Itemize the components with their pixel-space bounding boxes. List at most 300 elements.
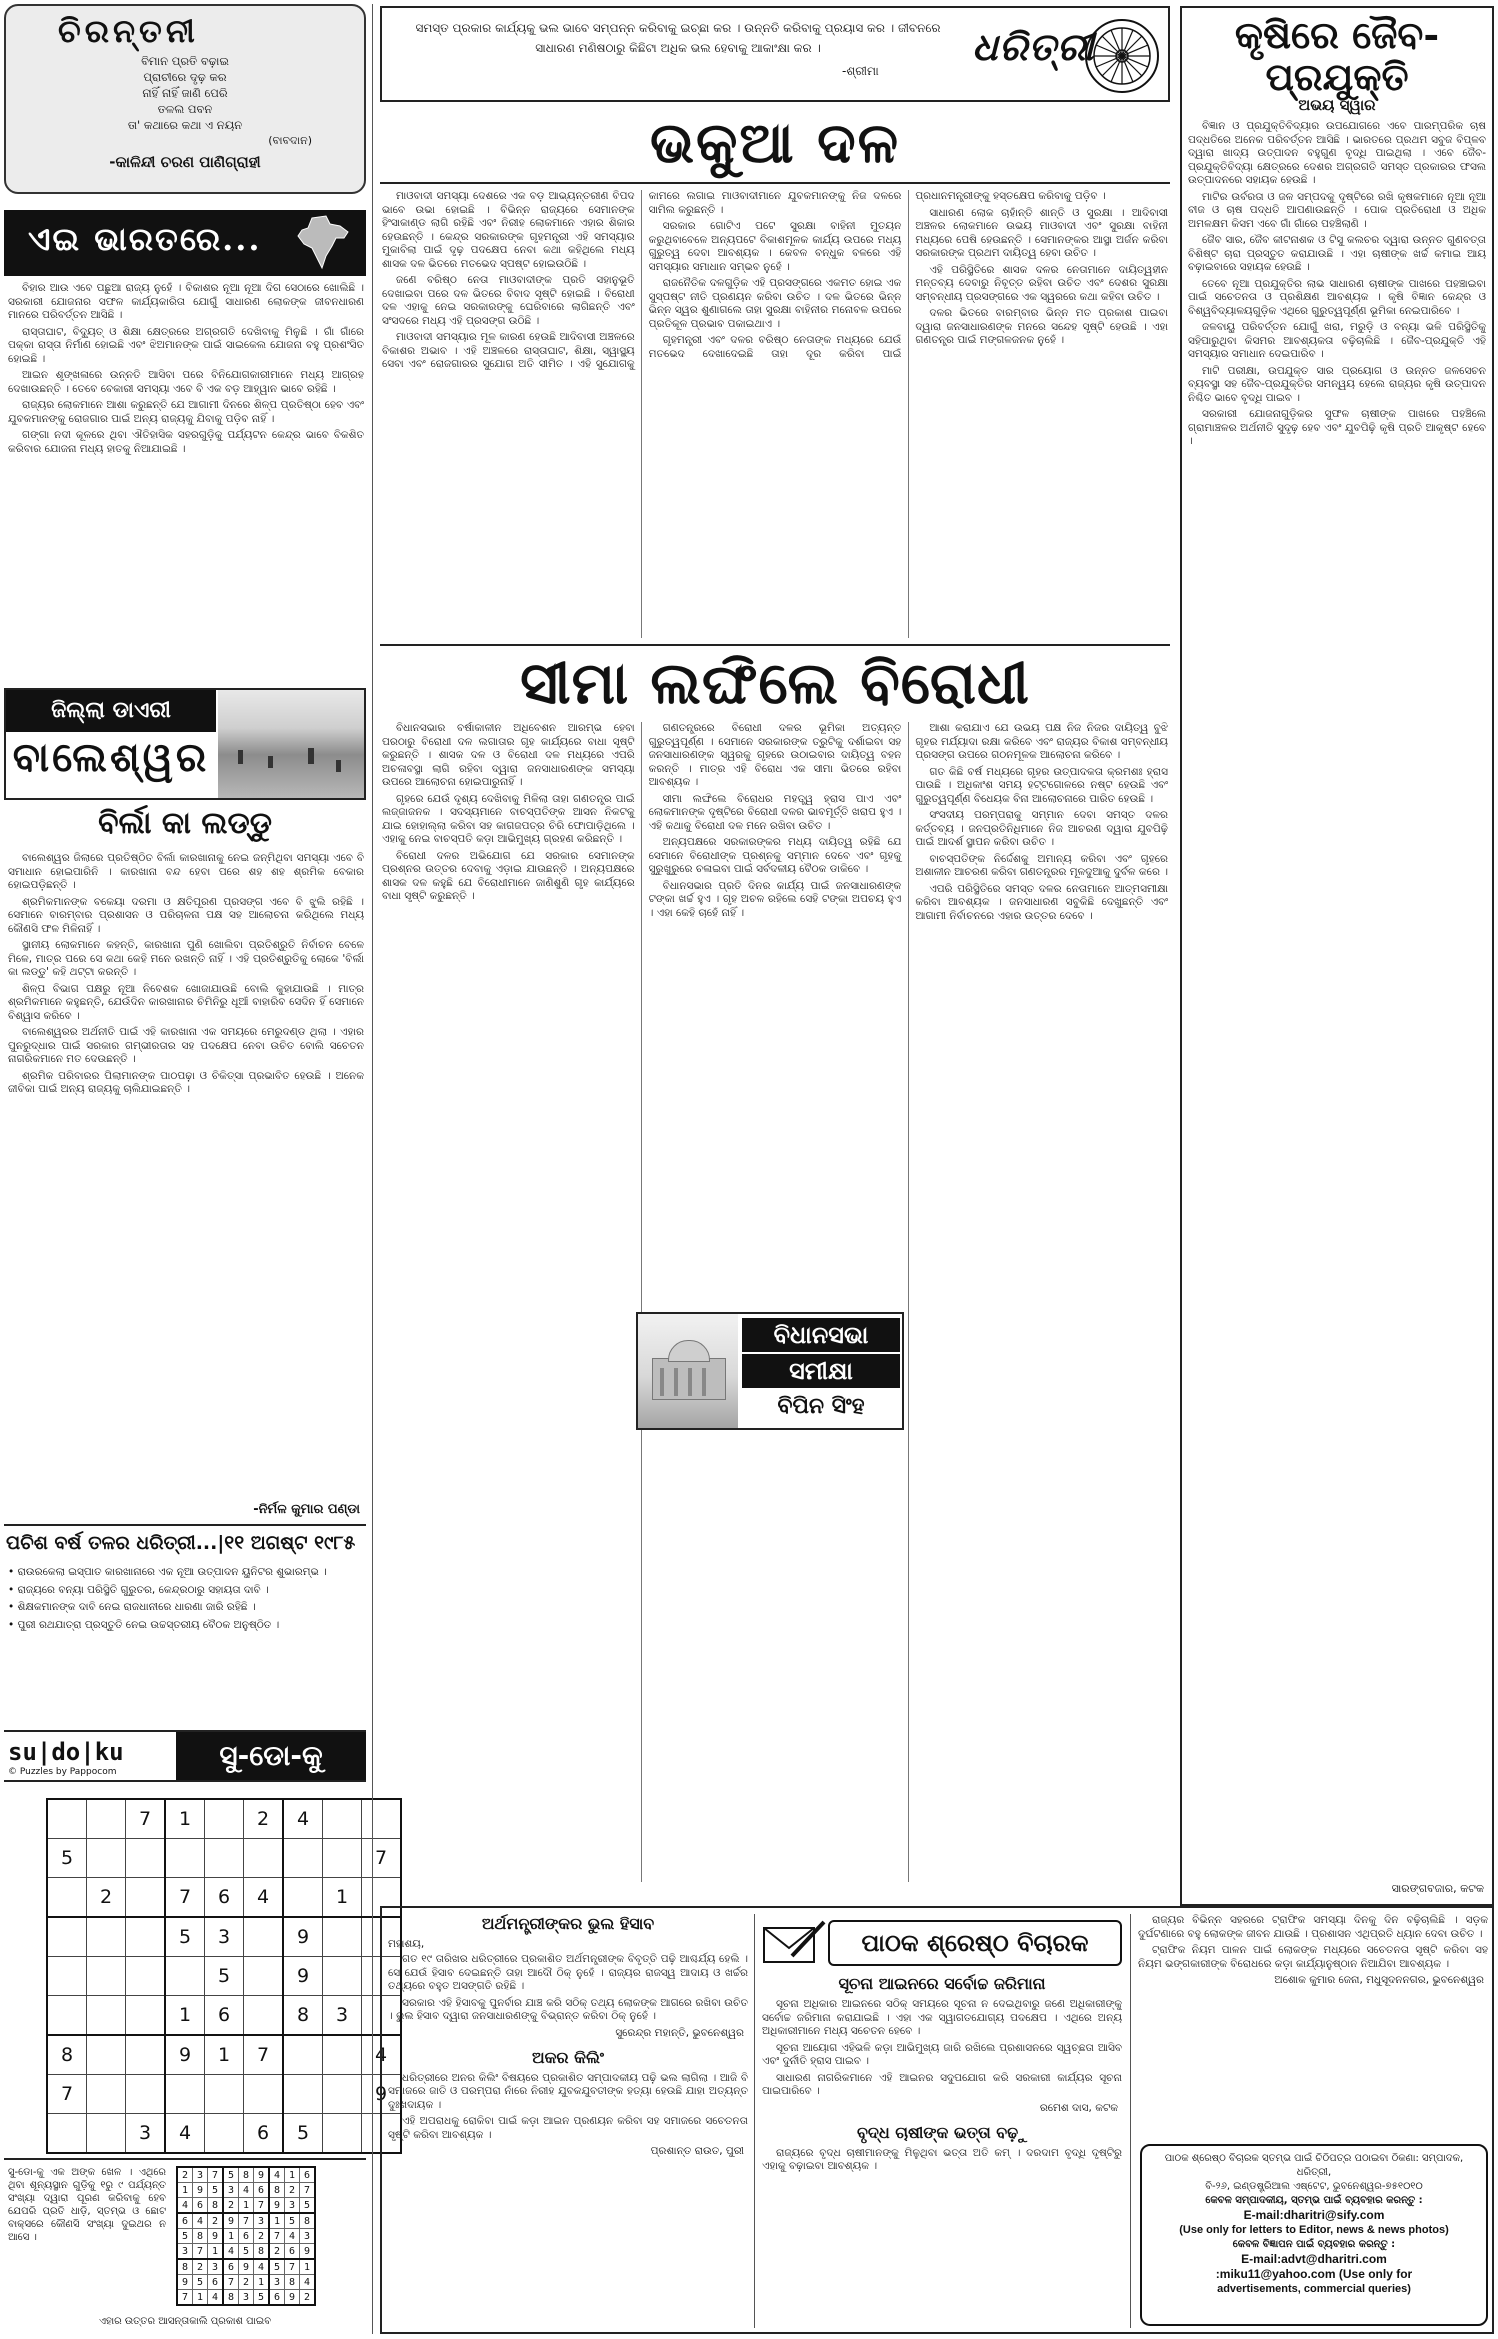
paragraph: ତେବେ ନୂଆ ପ୍ରଯୁକ୍ତିର ଲାଭ ସାଧାରଣ ଚାଷୀଙ୍କ ପାଖରେ ପହଞ୍ଚାଇବା ପାଇଁ ସଚେତନତା ଓ ପ୍ରଶିକ୍ଷଣ ଆବଶ୍ୟକ । କୃଷି ବିଜ୍ଞାନ କେନ୍ଦ୍ର ଓ ବିଶ୍ୱବିଦ୍ୟାଳୟଗୁଡ଼ିକ ଏଥିରେ ଗୁରୁତ୍ୱପୂର୍ଣ୍ଣ ଭୂମିକା ନେଇପାରିବେ । xyxy=(1188,277,1486,317)
pachisha-item: • ଶିକ୍ଷକମାନଙ୍କ ଦାବି ନେଇ ରାଜଧାନୀରେ ଧାରଣା ଜାରି ରହିଛି । xyxy=(8,1601,256,1613)
chakra-logo-icon xyxy=(1082,16,1162,96)
paragraph: ମାଓବାଦୀ ସମସ୍ୟା ଦେଶରେ ଏକ ବଡ଼ ଆଭ୍ୟନ୍ତରୀଣ ବିପଦ ଭାବେ ଉଭା ହୋଇଛି । ବିଭିନ୍ନ ରାଜ୍ୟରେ ସେମାନଙ୍କ ହିଂସାକାଣ୍ଡ ଲାଗି ରହିଛି ଏବଂ ନିରୀହ ଲୋକମାନେ ଏହାର ଶିକାର ହେଉଛନ୍ତି । କେନ୍ଦ୍ର ସରକାରଙ୍କ ଗୃହମନ୍ତ୍ରୀ ଏହି ସମସ୍ୟାର ମୁକାବିଲା ପାଇଁ ଦୃଢ଼ ପଦକ୍ଷେପ ନେବା କଥା କହିଥିଲେ ମଧ୍ୟ ଶାସକ ଦଳ ଭିତରେ ମତଭେଦ ସ୍ପଷ୍ଟ ହୋଇଉଠିଛି । xyxy=(382,190,635,270)
paragraph: ଆଶା କରାଯାଏ ଯେ ଉଭୟ ପକ୍ଷ ନିଜ ନିଜର ଦାୟିତ୍ୱ ବୁଝି ଗୃହର ମର୍ଯ୍ୟାଦା ରକ୍ଷା କରିବେ ଏବଂ ରାଜ୍ୟର ବିକାଶ ସମ୍ବନ୍ଧୀୟ ପ୍ରସଙ୍ଗ ଉପରେ ଗଠନମୂଳକ ଆଲୋଚନା କରିବେ । xyxy=(915,722,1168,761)
sudoku-row xyxy=(47,1917,401,1957)
sudoku-cell[interactable]: 7 xyxy=(244,2035,284,2075)
sudoku-cell[interactable] xyxy=(126,2035,166,2075)
solution-cell: 4 xyxy=(177,2198,193,2214)
solution-cell: 5 xyxy=(208,2183,224,2198)
sudoku-cell[interactable] xyxy=(47,1957,87,1996)
letter-title: ବୃଦ୍ଧ ଚାଷୀଙ୍କ ଭତ୍ତା ବଢ଼ୁ xyxy=(856,2122,1028,2142)
sudoku-cell[interactable]: 8 xyxy=(47,2035,87,2075)
sudoku-cell[interactable]: 6 xyxy=(244,2114,284,2154)
letter-title: ଅର୍ଥମନ୍ତ୍ରୀଙ୍କର ଭୁଲ ହିସାବ xyxy=(481,1914,655,1933)
paragraph: ଗୃହରେ ଯେଉଁ ଦୃଶ୍ୟ ଦେଖିବାକୁ ମିଳିଲା ତାହା ଗଣତନ୍ତ୍ର ପାଇଁ ଲଜ୍ଜାଜନକ । ସଦସ୍ୟମାନେ ବାଚସ୍ପତିଙ୍କ ଆସନ ନିକଟକୁ ଯାଇ ହୋହାଲ୍ଲା କରିବା ସହ କାଗଜପତ୍ର ଚିରି ଫୋପାଡ଼ିଥିଲେ । ଏହାକୁ ନେଇ ବାଚସ୍ପତି କଡ଼ା ଆଭିମୁଖ୍ୟ ଗ୍ରହଣ କରିଛନ୍ତି । xyxy=(382,792,635,845)
solution-cell: 2 xyxy=(254,2229,270,2244)
paragraph: ବାଲେଶ୍ୱର ଜିଲାରେ ପ୍ରତିଷ୍ଠିତ ବିର୍ଲା କାରଖାନାକୁ ନେଇ ଜନ୍ମିଥିବା ସମସ୍ୟା ଏବେ ବି ସମାଧାନ ହୋଇପାରିନି । କାରଖାନା ବନ୍ଦ ହେବା ପରେ ଶହ ଶହ ଶ୍ରମିକ ବେକାର ହୋଇପଡ଼ିଛନ୍ତି । xyxy=(8,852,364,891)
sudoku-cell[interactable]: 1 xyxy=(205,2035,244,2075)
contact-note: advertisements, commercial queries) xyxy=(1217,2283,1411,2295)
pachisha-item: • ପୁରୀ ରଥଯାତ୍ରା ପ୍ରସ୍ତୁତି ନେଇ ଉଚ୍ଚସ୍ତରୀୟ ବୈଠକ ଅନୁଷ୍ଠିତ । xyxy=(8,1618,280,1631)
sudoku-cell[interactable] xyxy=(87,2075,126,2114)
sudoku-cell[interactable] xyxy=(87,1917,126,1957)
beach-photo xyxy=(218,690,364,798)
letter-signature: ସୁରେନ୍ଦ୍ର ମହାନ୍ତି, ଭୁବନେଶ୍ୱର xyxy=(615,2026,744,2039)
sudoku-cell[interactable] xyxy=(126,1996,166,2036)
paragraph: ମାଓବାଦୀ ସମସ୍ୟାର ମୂଳ କାରଣ ହେଉଛି ଆଦିବାସୀ ଅଞ୍ଚଳରେ ବିକାଶର ଅଭାବ । ଏହି ଅଞ୍ଚଳରେ ରାସ୍ତାଘାଟ, ଶିକ୍ଷା, ସ୍ୱାସ୍ଥ୍ୟ ସେବା ଏବଂ ରୋଜଗାରର ସୁଯୋଗ ଅତି ସୀମିତ । ଏହି ସୁଯୋଗକୁ କାମରେ ଲଗାଇ ମାଓବାଦୀମାନେ ଯୁବକମାନଙ୍କୁ ନିଜ ଦଳରେ ସାମିଲ କରୁଛନ୍ତି । xyxy=(382,190,902,370)
solution-row xyxy=(177,2213,315,2229)
solution-cell: 4 xyxy=(269,2167,285,2183)
solution-row xyxy=(177,2259,315,2275)
sudoku-cell[interactable] xyxy=(323,2075,362,2114)
paragraph: ସରକାର ଗୋଟିଏ ପଟେ ସୁରକ୍ଷା ବାହିନୀ ମୁତୟନ କରୁଥିବାବେଳେ ଅନ୍ୟପଟେ ବିକାଶମୂଳକ କାର୍ଯ୍ୟ ଉପରେ ମଧ୍ୟ ଗୁରୁତ୍ୱ ଦେବା ଆବଶ୍ୟକ । କେବଳ ବନ୍ଧୁକ ବଳରେ ଏହି ସମସ୍ୟାର ସମାଧାନ ସମ୍ଭବ ନୁହେଁ । xyxy=(648,220,902,273)
sudoku-cell[interactable]: 7 xyxy=(47,2075,87,2114)
sudoku-cell[interactable]: 4 xyxy=(362,2035,402,2075)
sudoku-cell[interactable]: 6 xyxy=(205,1878,244,1918)
solution-cell: 5 xyxy=(223,2167,239,2183)
advt-email-link[interactable]: E-mail:advt@dharitri.com xyxy=(1241,2252,1387,2266)
chirantani-source: (ବାବଦାନ) xyxy=(268,134,312,147)
letter-signature: ରମେଶ ଦାସ, କଟକ xyxy=(1039,2101,1118,2114)
paragraph: ଅନ୍ୟପକ୍ଷରେ ସରକାରଙ୍କର ମଧ୍ୟ ଦାୟିତ୍ୱ ରହିଛି ଯେ ସେମାନେ ବିରୋଧୀଙ୍କ ପ୍ରଶ୍ନକୁ ସମ୍ମାନ ଦେବେ ଏବଂ ଗୃହକୁ ସୁରୁଖୁରୁରେ ଚଳାଇବା ପାଇଁ ସର୍ବଦଳୀୟ ବୈଠକ ଡାକିବେ । xyxy=(648,836,902,875)
chirantani-box xyxy=(4,4,366,194)
solution-cell: 2 xyxy=(285,2183,300,2198)
advt-email-link-2[interactable]: :miku11@yahoo.com (Use only for xyxy=(1215,2267,1413,2281)
paragraph: ଶିଳ୍ପ ବିଭାଗ ପକ୍ଷରୁ ନୂଆ ନିବେଶକ ଖୋଜାଯାଉଛି ବୋଲି କୁହାଯାଉଛି । ମାତ୍ର ଶ୍ରମିକମାନେ କହୁଛନ୍ତି, ଯେଉଁଦିନ କାରଖାନାର ଚିମିନିରୁ ଧୂଆଁ ବାହାରିବ ସେଦିନ ହିଁ ସେମାନେ ବିଶ୍ୱାସ କରିବେ । xyxy=(8,982,364,1022)
solution-cell: 9 xyxy=(239,2259,254,2275)
sudoku-cell[interactable] xyxy=(87,1957,126,1996)
sudoku-cell[interactable] xyxy=(323,2035,362,2075)
masthead-logo: ଧରିତ୍ରୀ xyxy=(972,24,1095,69)
sudoku-cell[interactable]: 1 xyxy=(323,1878,362,1918)
sudoku-cell[interactable]: 9 xyxy=(165,2035,205,2075)
chirantani-line: ବିମାନ ପ୍ରତି ବଢ଼ାଇ xyxy=(141,54,229,68)
paragraph: ରାସ୍ତାଘାଟ, ବିଦ୍ୟୁତ୍ ଓ ଶିକ୍ଷା କ୍ଷେତ୍ରରେ ଅଗ୍ରଗତି ଦେଖିବାକୁ ମିଳୁଛି । ଗାଁ ଗାଁରେ ପକ୍କା ରାସ୍ତା ନିର୍ମାଣ ହୋଇଛି ଏବଂ ଝିଅମାନଙ୍କ ପାଇଁ ସାଇକେଲ ଯୋଜନା ବହୁ ପ୍ରଶଂସିତ ହୋଇଛି । xyxy=(8,325,364,365)
pachisha-item: • ରାଉରକେଲା ଇସ୍ପାତ କାରଖାନାରେ ଏକ ନୂଆ ଉତ୍ପାଦନ ୟୁନିଟର ଶୁଭାରମ୍ଭ । xyxy=(8,1566,327,1578)
sudoku-cell[interactable]: 1 xyxy=(165,1996,205,2036)
paragraph: ମାଟି ପରୀକ୍ଷା, ଉପଯୁକ୍ତ ସାର ପ୍ରୟୋଗ ଓ ଉନ୍ନତ ଜଳସେଚନ ବ୍ୟବସ୍ଥା ସହ ଜୈବ-ପ୍ରଯୁକ୍ତିର ସମନ୍ୱୟ ହେଲେ ରାଜ୍ୟର କୃଷି ଉତ୍ପାଦନ ନିଶ୍ଚିତ ଭାବେ ବୃଦ୍ଧି ପାଇବ । xyxy=(1188,364,1486,404)
sudoku-cell[interactable]: 9 xyxy=(362,2075,402,2114)
sudoku-cell[interactable] xyxy=(87,1799,126,1839)
sudoku-cell[interactable] xyxy=(283,2035,323,2075)
solution-cell: 5 xyxy=(239,2244,254,2260)
sudoku-cell[interactable]: 5 xyxy=(47,1839,87,1878)
paragraph: ସରକାର ଏହି ହିସାବକୁ ପୁନର୍ବାର ଯାଞ୍ଚ କରି ସଠିକ୍ ତଥ୍ୟ ଲୋକଙ୍କ ଆଗରେ ରଖିବା ଉଚିତ । ଭୁଲ ହିସାବ ଦ୍ୱାରା ଜନସାଧାରଣଙ୍କୁ ବିଭ୍ରାନ୍ତ କରିବା ଠିକ୍ ନୁହେଁ । xyxy=(388,1996,748,2022)
solution-cell: 3 xyxy=(239,2290,254,2306)
solution-cell: 9 xyxy=(193,2183,208,2198)
sudoku-cell[interactable]: 4 xyxy=(283,1799,323,1839)
paragraph: ସାଧାରଣ ଲୋକ ଚାହାଁନ୍ତି ଶାନ୍ତି ଓ ସୁରକ୍ଷା । ଆଦିବାସୀ ଅଞ୍ଚଳର ଲୋକମାନେ ଉଭୟ ମାଓବାଦୀ ଏବଂ ସୁରକ୍ଷା ବାହିନୀ ମଧ୍ୟରେ ପେଷି ହେଉଛନ୍ତି । ସେମାନଙ୍କର ଆସ୍ଥା ଅର୍ଜନ କରିବା ସରକାରଙ୍କ ପ୍ରଥମ ଦାୟିତ୍ୱ ହେବା ଉଚିତ । xyxy=(915,206,1168,259)
paragraph: ବିଜ୍ଞାନ ଓ ପ୍ରଯୁକ୍ତିବିଦ୍ୟାର ଉପଯୋଗରେ ଏବେ ପାରମ୍ପରିକ ଚାଷ ପଦ୍ଧତିରେ ଅନେକ ପରିବର୍ତ୍ତନ ଆସିଛି । ଭାରତରେ ପ୍ରଥମ ସବୁଜ ବିପ୍ଳବ ଦ୍ୱାରା ଖାଦ୍ୟ ଉତ୍ପାଦନ ବହୁଗୁଣ ବୃଦ୍ଧି ପାଇଥିଲା । ଏବେ ଜୈବ-ପ୍ରଯୁକ୍ତିବିଦ୍ୟା କ୍ଷେତ୍ରରେ ଦେଶର ଅଗ୍ରଗତି ସମସ୍ତ ପ୍ରକାରର ଫସଲ ଉତ୍ପାଦନରେ ସହାୟକ ହେଉଛି । xyxy=(1188,120,1486,186)
solution-cell: 8 xyxy=(223,2290,239,2306)
solution-cell: 7 xyxy=(239,2213,254,2229)
solution-cell: 4 xyxy=(285,2229,300,2244)
solution-cell: 9 xyxy=(223,2213,239,2229)
bhakua-body xyxy=(382,190,1168,638)
solution-cell: 2 xyxy=(223,2198,239,2214)
chirantani-author: -କାଳିନ୍ଦୀ ଚରଣ ପାଣିଗ୍ରାହୀ xyxy=(109,153,261,171)
sudoku-cell[interactable] xyxy=(165,1957,205,1996)
solution-row xyxy=(177,2244,315,2260)
paragraph: ସୂଚନା ଆୟୋଗ ଏହିଭଳି କଡ଼ା ଆଭିମୁଖ୍ୟ ଜାରି ରଖିଲେ ପ୍ରଶାସନରେ ସ୍ୱଚ୍ଛତା ଆସିବ ଏବଂ ଦୁର୍ନୀତି ହ୍ରାସ ପାଇବ । xyxy=(762,2041,1122,2067)
solution-cell: 6 xyxy=(239,2229,254,2244)
solution-cell: 2 xyxy=(177,2167,193,2183)
sudoku-cell[interactable] xyxy=(323,1917,362,1957)
sudoku-cell[interactable]: 7 xyxy=(165,1878,205,1918)
solution-cell: 4 xyxy=(208,2290,224,2306)
ei-bharatare-body xyxy=(8,282,364,674)
krushi-signature: ସାରଙ୍ଗବଜାର, କଟକ xyxy=(1391,1882,1484,1895)
zilla-diary-box xyxy=(4,688,366,800)
sudoku-row xyxy=(47,1996,401,2036)
krushi-body xyxy=(1188,120,1486,1860)
sudoku-cell[interactable] xyxy=(244,1839,284,1878)
solution-cell: 8 xyxy=(239,2167,254,2183)
sudoku-credit: © Puzzles by Pappocom xyxy=(8,1767,117,1777)
letter-salutation: ମହାଶୟ, xyxy=(388,1938,425,1950)
sudoku-cell[interactable] xyxy=(244,1996,284,2036)
sudoku-cell[interactable]: 7 xyxy=(362,1839,402,1878)
sudoku-cell[interactable]: 2 xyxy=(87,1878,126,1918)
sudoku-cell[interactable] xyxy=(323,1799,362,1839)
sudoku-cell[interactable] xyxy=(47,1799,87,1839)
solution-row xyxy=(177,2183,315,2198)
paragraph: ଏପରି ପରିସ୍ଥିତିରେ ସମସ୍ତ ଦଳର ନେତାମାନେ ଆତ୍ମସମୀକ୍ଷା କରିବା ଆବଶ୍ୟକ । ଜନସାଧାରଣ ସବୁକିଛି ଦେଖୁଛନ୍ତି ଏବଂ ଆଗାମୀ ନିର୍ବାଚନରେ ଏହାର ଉତ୍ତର ଦେବେ । xyxy=(915,882,1168,922)
krushi-title: କୃଷିରେ ଜୈବ-ପ୍ରଯୁକ୍ତି xyxy=(1234,12,1440,99)
solution-cell: 8 xyxy=(208,2198,224,2214)
letter-signature: ପ୍ରଶାନ୍ତ ରାଉତ, ପୁରୀ xyxy=(650,2145,744,2157)
solution-row xyxy=(177,2275,315,2290)
solution-cell: 7 xyxy=(285,2259,300,2275)
solution-cell: 2 xyxy=(193,2259,208,2275)
seema-title: ସୀମା ଲଙ୍ଘିଲେ ବିରୋଧୀ xyxy=(520,649,1030,717)
chirantani-title: ଚିରନ୍ତନୀ xyxy=(58,12,199,50)
contact-note: (Use only for letters to Editor, news & news photos) xyxy=(1179,2224,1449,2236)
sudoku-cell[interactable]: 1 xyxy=(165,1799,205,1839)
assembly-building-photo xyxy=(638,1314,738,1428)
solution-cell: 3 xyxy=(223,2183,239,2198)
sudoku-cell[interactable]: 8 xyxy=(283,1996,323,2036)
solution-cell: 9 xyxy=(269,2198,285,2214)
chirantani-line: ତା' କଥାରେ କଥା ଏ ନୟନ xyxy=(127,118,243,132)
krushi-column xyxy=(1180,6,1494,1906)
letter-title: ଅକର କିଲିଂ xyxy=(531,2047,604,2067)
sudoku-cell[interactable]: 3 xyxy=(126,2114,166,2154)
paragraph: ଜଣେ ବରିଷ୍ଠ ନେତା ମାଓବାଦୀଙ୍କ ପ୍ରତି ସହାନୁଭୂତି ଦେଖାଇବା ପରେ ଦଳ ଭିତରେ ବିବାଦ ସୃଷ୍ଟି ହୋଇଛି । ବିରୋଧୀ ଦଳ ଏହାକୁ ନେଇ ସରକାରଙ୍କୁ ଘେରିବାରେ ଲାଗିଛନ୍ତି ଏବଂ ସଂସଦରେ ମଧ୍ୟ ଏହି ପ୍ରସଙ୍ଗ ଉଠିଛି । xyxy=(382,274,635,327)
solution-cell: 3 xyxy=(300,2229,316,2244)
solution-cell: 6 xyxy=(300,2167,316,2183)
solution-cell: 7 xyxy=(300,2183,316,2198)
solution-cell: 5 xyxy=(285,2213,300,2229)
solution-row xyxy=(177,2167,315,2183)
solution-cell: 8 xyxy=(177,2259,193,2275)
solution-cell: 1 xyxy=(269,2213,285,2229)
paragraph: ଶ୍ରମିକମାନଙ୍କ ବକେୟା ଦରମା ଓ କ୍ଷତିପୂରଣ ପ୍ରସଙ୍ଗ ଏବେ ବି ଝୁଲି ରହିଛି । ସେମାନେ ବାରମ୍ବାର ପ୍ରଶାସନ ଓ ପରିଚାଳନା ପକ୍ଷ ସହ ଆଲୋଚନା କରିଥିଲେ ମଧ୍ୟ କୌଣସି ଫଳ ମିଳିନାହିଁ । xyxy=(8,895,364,935)
sudoku-cell[interactable] xyxy=(126,1839,166,1878)
pachisha-list xyxy=(8,1566,364,1716)
solution-row xyxy=(177,2229,315,2244)
krushi-byline: ଅଭୟ ସ୍ୱାର xyxy=(1298,96,1376,114)
solution-cell: 8 xyxy=(300,2213,316,2229)
contact-line: କେବଳ ବିଜ୍ଞାପନ ପାଇଁ ବ୍ୟବହାର କରନ୍ତୁ : xyxy=(1232,2239,1396,2250)
solution-row xyxy=(177,2198,315,2214)
sudoku-cell[interactable] xyxy=(165,2075,205,2114)
solution-cell: 2 xyxy=(269,2244,285,2260)
sudoku-cell[interactable] xyxy=(126,2075,166,2114)
solution-cell: 4 xyxy=(223,2244,239,2260)
paragraph: ବିଧାନସଭାର ବର୍ଷାକାଳୀନ ଅଧିବେଶନ ଆରମ୍ଭ ହେବା ପରଠାରୁ ବିରୋଧୀ ଦଳ ଲଗାତାର ଗୃହ କାର୍ଯ୍ୟରେ ବାଧା ସୃଷ୍ଟି କରୁଛନ୍ତି । ଶାସକ ଦଳ ଓ ବିରୋଧୀ ଦଳ ମଧ୍ୟରେ ଏପରି ଅଚଳାବସ୍ଥା ଲାଗି ରହିବା ଦ୍ୱାରା ଜନସାଧାରଣଙ୍କ ସମସ୍ୟା ଉପରେ ଆଲୋଚନା ହୋଇପାରୁନାହିଁ । xyxy=(382,722,635,788)
solution-cell: 4 xyxy=(254,2259,270,2275)
sudoku-cell[interactable] xyxy=(283,1839,323,1878)
sudoku-cell[interactable]: 4 xyxy=(165,2114,205,2154)
ei-bharatare-header xyxy=(4,210,366,276)
paragraph: ଧରିତ୍ରୀରେ ଅନର କିଲିଂ ବିଷୟରେ ପ୍ରକାଶିତ ସମ୍ପାଦକୀୟ ପଢ଼ି ଭଲ ଲାଗିଲା । ଆଜି ବି ସମାଜରେ ଜାତି ଓ ପରମ୍ପରା ନାଁରେ ନିରୀହ ଯୁବକଯୁବତୀଙ୍କ ହତ୍ୟା ହେଉଛି ଯାହା ଅତ୍ୟନ୍ତ ଦୁଃଖଦାୟକ । xyxy=(388,2071,748,2111)
pathaka-title: ପାଠକ ଶ୍ରେଷ୍ଠ ବିଚାରକ xyxy=(828,1920,1122,1966)
paragraph: ଆଇନ ଶୃଙ୍ଖଳାରେ ଉନ୍ନତି ଆସିବା ପରେ ବିନିଯୋଗକାରୀମାନେ ମଧ୍ୟ ଆଗ୍ରହ ଦେଖାଉଛନ୍ତି । ତେବେ ବେକାରୀ ସମସ୍ୟା ଏବେ ବି ଏକ ବଡ଼ ଆହ୍ୱାନ ଭାବେ ରହିଛି । xyxy=(8,369,364,395)
contact-box xyxy=(1140,2144,1488,2326)
sudoku-cell[interactable] xyxy=(205,2075,244,2114)
sudoku-title: ସୁ-ଡୋ-କୁ xyxy=(176,1732,366,1780)
zilla-diary-label: ଜିଲ୍ଲା ଡାଏରୀ xyxy=(6,690,216,732)
chirantani-line: ପ୍ରାଚୀରେ ଦୃଢ଼ କର xyxy=(143,70,227,84)
contact-line: ପାଠକ ଶ୍ରେଷ୍ଠ ବିଚାରକ ସ୍ତମ୍ଭ ପାଇଁ ଚିଠିପତ୍ର ପଠାଇବା ଠିକଣା: ସମ୍ପାଦକ, ଧରିତ୍ରୀ, xyxy=(1164,2153,1464,2178)
solution-cell: 9 xyxy=(254,2167,270,2183)
solution-cell: 1 xyxy=(239,2198,254,2214)
solution-cell: 4 xyxy=(193,2213,208,2229)
sudoku-cell[interactable] xyxy=(126,1957,166,1996)
paragraph: ଟ୍ରାଫିକ ନିୟମ ପାଳନ ପାଇଁ ଲୋକଙ୍କ ମଧ୍ୟରେ ସଚେତନତା ସୃଷ୍ଟି କରିବା ସହ ନିୟମ ଭଙ୍ଗକାରୀଙ୍କ ବିରୋଧରେ କଡ଼ା କାର୍ଯ୍ୟାନୁଷ୍ଠାନ ନିଆଯିବା ଆବଶ୍ୟକ । xyxy=(1138,1944,1488,1970)
paragraph: ମାଟିର ଉର୍ବରତା ଓ ଜଳ ସମ୍ପଦକୁ ଦୃଷ୍ଟିରେ ରଖି କୃଷକମାନେ ନୂଆ ନୂଆ ବୀଜ ଓ ଚାଷ ପଦ୍ଧତି ଆପଣାଉଛନ୍ତି । ପୋକ ପ୍ରତିରୋଧୀ ଓ ଅଧିକ ଅମଳକ୍ଷମ କିସମ ଏବେ ଗାଁ ଗାଁରେ ପହଞ୍ଚିଲାଣି । xyxy=(1188,190,1486,230)
paragraph: ଗଣତନ୍ତ୍ରରେ ବିରୋଧୀ ଦଳର ଭୂମିକା ଅତ୍ୟନ୍ତ ଗୁରୁତ୍ୱପୂର୍ଣ୍ଣ । ସେମାନେ ସରକାରଙ୍କ ତ୍ରୁଟିକୁ ଦର୍ଶାଇବା ସହ ଜନସାଧାରଣଙ୍କ ସ୍ୱରକୁ ଗୃହରେ ଉଠାଇବାର ଦାୟିତ୍ୱ ବହନ କରନ୍ତି । ମାତ୍ର ଏହି ବିରୋଧ ଏକ ସୀମା ଭିତରେ ରହିବା ଆବଶ୍ୟକ । xyxy=(648,722,902,788)
sudoku-row xyxy=(47,1799,401,1839)
solution-cell: 8 xyxy=(254,2244,270,2260)
sudoku-cell[interactable] xyxy=(87,1996,126,2036)
sudoku-cell[interactable]: 9 xyxy=(283,1957,323,1996)
sudoku-cell[interactable] xyxy=(244,1917,284,1957)
solution-cell: 2 xyxy=(208,2213,224,2229)
sudoku-solution-grid xyxy=(176,2166,316,2306)
sudoku-solution-title: ଏହାର ଉତ୍ତର ଆସନ୍ତାକାଲି ପ୍ରକାଶ ପାଇବ xyxy=(98,2316,272,2327)
sudoku-row xyxy=(47,2114,401,2154)
solution-cell: 4 xyxy=(300,2275,316,2290)
sudoku-cell[interactable] xyxy=(283,2075,323,2114)
solution-cell: 1 xyxy=(254,2275,270,2290)
solution-cell: 1 xyxy=(177,2183,193,2198)
paragraph: ସାଧାରଣ ନାଗରିକମାନେ ଏହି ଆଇନର ସଦୁପଯୋଗ କରି ସରକାରୀ କାର୍ଯ୍ୟର ସୂଚନା ପାଇପାରିବେ । xyxy=(762,2071,1122,2097)
sudoku-row xyxy=(47,2075,401,2114)
sudoku-cell[interactable]: 4 xyxy=(244,1878,284,1918)
sudoku-cell[interactable]: 3 xyxy=(205,1917,244,1957)
paragraph: ଜୈବ ସାର, ଜୈବ କୀଟନାଶକ ଓ ଟିସୁ କଲଚର ଦ୍ୱାରା ଉନ୍ନତ ଗୁଣବତ୍ତା ବିଶିଷ୍ଟ ଚାରା ପ୍ରସ୍ତୁତ କରାଯାଉଛି । ଏହା ଚାଷୀଙ୍କ ଖର୍ଚ୍ଚ କମାଇ ଆୟ ବଢ଼ାଇବାରେ ସହାୟକ ହେଉଛି । xyxy=(1188,234,1486,273)
solution-cell: 3 xyxy=(285,2198,300,2214)
sudoku-row xyxy=(47,1839,401,1878)
sudoku-cell[interactable] xyxy=(87,2035,126,2075)
sudoku-cell[interactable] xyxy=(126,1917,166,1957)
masthead-quote: ସମସ୍ତ ପ୍ରକାର କାର୍ଯ୍ୟକୁ ଭଲ ଭାବେ ସମ୍ପନ୍ନ କରିବାକୁ ଇଚ୍ଛା କର । ଉନ୍ନତି କରିବାକୁ ପ୍ରୟାସ କର । ଜୀବନରେ ସାଧାରଣ ମଣିଷଠାରୁ କିଛିଟା ଅଧିକ ଭଲ ହେବାକୁ ଆକାଂକ୍ଷା କର । xyxy=(415,21,941,55)
paragraph: ବିହାର ଆଉ ଏବେ ପଛୁଆ ରାଜ୍ୟ ନୁହେଁ । ବିକାଶର ନୂଆ ନୂଆ ଦିଗ ସେଠାରେ ଖୋଲିଛି । ସରକାରୀ ଯୋଜନାର ସଫଳ କାର୍ଯ୍ୟକାରିତା ଯୋଗୁଁ ସାଧାରଣ ଲୋକଙ୍କ ଜୀବନଧାରଣ ମାନରେ ପରିବର୍ତ୍ତନ ଆସିଛି । xyxy=(8,282,364,321)
letter-signature: ଅଶୋକ କୁମାର ଜେନା, ମଧୁସୂଦନନଗର, ଭୁବନେଶ୍ୱର xyxy=(1274,1974,1484,1986)
letter-title: ସୂଚନା ଆଇନରେ ସର୍ବୋଚ୍ଚ ଜରିମାନା xyxy=(838,1974,1046,1993)
solution-cell: 9 xyxy=(177,2275,193,2290)
letter-mid xyxy=(762,1974,1122,2326)
solution-cell: 3 xyxy=(269,2275,285,2290)
india-map-icon xyxy=(292,214,352,272)
solution-cell: 3 xyxy=(177,2244,193,2260)
paragraph: ବାଚସ୍ପତିଙ୍କ ନିର୍ଦ୍ଦେଶକୁ ଅମାନ୍ୟ କରିବା ଏବଂ ଗୃହରେ ଅଶାଳୀନ ଆଚରଣ କରିବା ଗଣତନ୍ତ୍ରର ମୂଳଦୁଆକୁ ଦୁର୍ବଳ କରେ । xyxy=(915,852,1168,878)
solution-cell: 7 xyxy=(223,2275,239,2290)
paragraph: ଶ୍ରମିକ ପରିବାରର ପିଲାମାନଙ୍କ ପାଠପଢ଼ା ଓ ଚିକିତ୍ସା ପ୍ରଭାବିତ ହେଉଛି । ଅନେକ ଜୀବିକା ପାଇଁ ଅନ୍ୟ ରାଜ୍ୟକୁ ଚାଲିଯାଇଛନ୍ତି । xyxy=(8,1069,364,1095)
paragraph: ଏହି ପରିସ୍ଥିତିରେ ଶାସକ ଦଳର ନେତାମାନେ ଦାୟିତ୍ୱହୀନ ମନ୍ତବ୍ୟ ଦେବାରୁ ନିବୃତ୍ତ ରହିବା ଉଚିତ ଏବଂ ଦେଶର ସୁରକ୍ଷା ସମ୍ବନ୍ଧୀୟ ପ୍ରସଙ୍ଗରେ ଏକ ସ୍ୱରରେ କଥା କହିବା ଉଚିତ । xyxy=(915,263,1168,303)
sudoku-cell[interactable] xyxy=(205,2114,244,2154)
solution-cell: 4 xyxy=(239,2183,254,2198)
solution-row xyxy=(177,2290,315,2306)
sudoku-cell[interactable] xyxy=(47,2114,87,2154)
zilla-author: -ନିର୍ମଳ କୁମାର ପଣ୍ଡା xyxy=(253,1502,360,1517)
paragraph: ଗତ ୧୯ ତାରିଖର ଧରିତ୍ରୀରେ ପ୍ରକାଶିତ ଅର୍ଥମନ୍ତ୍ରୀଙ୍କ ବିବୃତ୍ତି ପଢ଼ି ଆଶ୍ଚର୍ଯ୍ୟ ହେଲି । ସେ ଯେଉଁ ହିସାବ ଦେଇଛନ୍ତି ତାହା ଆଦୌ ଠିକ୍ ନୁହେଁ । ରାଜ୍ୟର ରାଜସ୍ୱ ଆଦାୟ ଓ ଖର୍ଚ୍ଚର ତଥ୍ୟରେ ବହୁତ ଅସଙ୍ଗତି ରହିଛି । xyxy=(388,1953,748,1992)
letter-left xyxy=(388,1914,748,2326)
solution-cell: 1 xyxy=(223,2229,239,2244)
sudoku-cell[interactable] xyxy=(244,2075,284,2114)
paragraph: ସୀମା ଲଙ୍ଘିଲେ ବିରୋଧର ମହତ୍ତ୍ୱ ହ୍ରାସ ପାଏ ଏବଂ ଲୋକମାନଙ୍କ ଦୃଷ୍ଟିରେ ବିରୋଧୀ ଦଳର ଭାବମୂର୍ତ୍ତି ଖରାପ ହୁଏ । ଏହି କଥାକୁ ବିରୋଧୀ ଦଳ ମନେ ରଖିବା ଉଚିତ । xyxy=(648,792,902,832)
sameeksha-author: ବିପିନ ସିଂହ xyxy=(777,1394,865,1419)
editor-email-link[interactable]: E-mail:dharitri@sify.com xyxy=(1243,2208,1385,2222)
solution-cell: 7 xyxy=(269,2229,285,2244)
solution-cell: 2 xyxy=(300,2290,316,2306)
sudoku-cell[interactable]: 2 xyxy=(244,1799,284,1839)
paragraph: ବାଲେଶ୍ୱରର ଅର୍ଥନୀତି ପାଇଁ ଏହି କାରଖାନା ଏକ ସମୟରେ ମେରୁଦଣ୍ଡ ଥିଲା । ଏହାର ପୁନରୁଦ୍ଧାର ପାଇଁ ସରକାର ଗମ୍ଭୀରତାର ସହ ପଦକ୍ଷେପ ନେବା ଉଚିତ ବୋଲି ସଚେତନ ନାଗରିକମାନେ ମତ ଦେଉଛନ୍ତି । xyxy=(8,1026,364,1065)
sudoku-cell[interactable] xyxy=(323,2114,362,2154)
sudoku-cell[interactable] xyxy=(283,1878,323,1918)
sudoku-cell[interactable] xyxy=(47,1996,87,2036)
sudoku-cell[interactable] xyxy=(47,1917,87,1957)
sudoku-cell[interactable]: 5 xyxy=(283,2114,323,2154)
zilla-story-body xyxy=(8,852,364,1492)
sudoku-cell[interactable] xyxy=(323,1839,362,1878)
solution-cell: 5 xyxy=(193,2275,208,2290)
pathaka-header xyxy=(762,1914,1122,1970)
paragraph: ରାଜ୍ୟର ବିଭିନ୍ନ ସହରରେ ଟ୍ରାଫିକ ସମସ୍ୟା ଦିନକୁ ଦିନ ବଢ଼ିଚାଲିଛି । ସଡ଼କ ଦୁର୍ଘଟଣାରେ ବହୁ ଲୋକଙ୍କ ଜୀବନ ଯାଉଛି । ପ୍ରଶାସନ ଏଥିପ୍ରତି ଧ୍ୟାନ ଦେବା ଉଚିତ । xyxy=(1138,1914,1488,1940)
paragraph: ସରକାରୀ ଯୋଜନାଗୁଡ଼ିକର ସୁଫଳ ଚାଷୀଙ୍କ ପାଖରେ ପହଞ୍ଚିଲେ ଗ୍ରାମାଞ୍ଚଳର ଅର୍ଥନୀତି ସୁଦୃଢ଼ ହେବ ଏବଂ ଯୁବପିଢ଼ି କୃଷି ପ୍ରତି ଆକୃଷ୍ଟ ହେବେ । xyxy=(1188,408,1486,447)
solution-cell: 1 xyxy=(193,2290,208,2306)
solution-cell: 6 xyxy=(208,2275,224,2290)
sudoku-row xyxy=(47,2035,401,2075)
paragraph: ଏହି ଅପରାଧକୁ ରୋକିବା ପାଇଁ କଡ଼ା ଆଇନ ପ୍ରଣୟନ କରିବା ସହ ସମାଜରେ ସଚେତନତା ସୃଷ୍ଟି କରିବା ଆବଶ୍ୟକ । xyxy=(388,2115,748,2141)
contact-line: କେବଳ ସମ୍ପାଦକୀୟ, ସ୍ତମ୍ଭ ପାଇଁ ବ୍ୟବହାର କରନ୍ତୁ : xyxy=(1205,2195,1423,2206)
solution-cell: 1 xyxy=(208,2244,224,2260)
sudoku-cell[interactable]: 7 xyxy=(126,1799,166,1839)
solution-cell: 7 xyxy=(208,2167,224,2183)
sudoku-cell[interactable] xyxy=(87,1839,126,1878)
envelope-pen-icon xyxy=(762,1918,826,1966)
solution-cell: 9 xyxy=(300,2244,316,2260)
sameeksha-label-1: ବିଧାନସଭା xyxy=(742,1318,900,1352)
sudoku-row xyxy=(47,1878,401,1918)
solution-cell: 6 xyxy=(285,2244,300,2260)
solution-cell: 2 xyxy=(239,2275,254,2290)
paragraph: ବିଧାନସଭାର ପ୍ରତି ଦିନର କାର୍ଯ୍ୟ ପାଇଁ ଜନସାଧାରଣଙ୍କ ଟଙ୍କା ଖର୍ଚ୍ଚ ହୁଏ । ଗୃହ ଅଚଳ ରହିଲେ ସେହି ଟଙ୍କା ଅପଚୟ ହୁଏ । ଏହା କେହି ଚାହେଁ ନାହିଁ । xyxy=(648,879,902,919)
solution-cell: 3 xyxy=(208,2259,224,2275)
sudoku-cell[interactable] xyxy=(87,2114,126,2154)
sudoku-cell[interactable]: 6 xyxy=(205,1996,244,2036)
chirantani-line: ନାହିଁ ନାହିଁ ଜାଣି ପେରି xyxy=(142,86,228,100)
bhakua-title: ଭକୁଆ ଦଳ xyxy=(649,110,901,176)
solution-cell: 7 xyxy=(177,2290,193,2306)
solution-cell: 6 xyxy=(177,2213,193,2229)
sameeksha-box xyxy=(636,1312,904,1430)
sudoku-cell[interactable]: 3 xyxy=(323,1996,362,2036)
sudoku-cell[interactable] xyxy=(323,1957,362,1996)
solution-cell: 9 xyxy=(285,2290,300,2306)
solution-cell: 8 xyxy=(269,2183,285,2198)
sudoku-cell[interactable]: 9 xyxy=(283,1917,323,1957)
sudoku-cell[interactable] xyxy=(205,1799,244,1839)
paragraph: ସଂସଦୀୟ ପରମ୍ପରାକୁ ସମ୍ମାନ ଦେବା ସମସ୍ତ ଦଳର କର୍ତ୍ତବ୍ୟ । ଜନପ୍ରତିନିଧିମାନେ ନିଜ ଆଚରଣ ଦ୍ୱାରା ଯୁବପିଢ଼ି ପାଇଁ ଆଦର୍ଶ ସ୍ଥାପନ କରିବା ଉଚିତ । xyxy=(915,809,1168,848)
solution-cell: 7 xyxy=(193,2244,208,2260)
solution-cell: 5 xyxy=(269,2259,285,2275)
sudoku-cell[interactable] xyxy=(47,1878,87,1918)
sudoku-cell[interactable] xyxy=(126,1878,166,1918)
solution-cell: 9 xyxy=(208,2229,224,2244)
sudoku-brand: su|do|ku xyxy=(8,1738,124,1766)
sudoku-cell[interactable] xyxy=(244,1957,284,1996)
ei-bharatare-title: ଏଇ ଭାରତରେ... xyxy=(28,220,262,258)
solution-cell: 3 xyxy=(193,2167,208,2183)
paragraph: ସ୍ଥାନୀୟ ଲୋକମାନେ କହନ୍ତି, କାରଖାନା ପୁଣି ଖୋଲିବା ପ୍ରତିଶ୍ରୁତି ନିର୍ବାଚନ ବେଳେ ମିଳେ, ମାତ୍ର ପରେ ସେ କଥା କେହି ମନେ ରଖନ୍ତି ନାହିଁ । ଏହି ପ୍ରତିଶ୍ରୁତିକୁ ଲୋକେ 'ବିର୍ଲା କା ଲଡ୍ଡୁ' କହି ଥଟ୍ଟା କରନ୍ତି । xyxy=(8,939,364,978)
solution-cell: 7 xyxy=(254,2198,270,2214)
solution-cell: 5 xyxy=(177,2229,193,2244)
paragraph: ଗଙ୍ଗା ନଦୀ କୂଳରେ ଥିବା ଐତିହାସିକ ସହରଗୁଡ଼ିକୁ ପର୍ଯ୍ୟଟନ କେନ୍ଦ୍ର ଭାବେ ବିକଶିତ କରିବାର ଯୋଜନା ମଧ୍ୟ ହାତକୁ ନିଆଯାଇଛି । xyxy=(8,429,364,455)
solution-cell: 6 xyxy=(193,2198,208,2214)
masthead xyxy=(380,6,1170,102)
pachisha-item: • ରାଜ୍ୟରେ ବନ୍ୟା ପରିସ୍ଥିତି ଗୁରୁତର, କେନ୍ଦ୍ରଠାରୁ ସହାୟତା ଦାବି । xyxy=(8,1583,269,1596)
solution-cell: 1 xyxy=(300,2259,316,2275)
paragraph: ଗତ କିଛି ବର୍ଷ ମଧ୍ୟରେ ଗୃହର ଉତ୍ପାଦକତା କ୍ରମଶଃ ହ୍ରାସ ପାଉଛି । ଅଧିକାଂଶ ସମୟ ହଟ୍ଟଗୋଳରେ ନଷ୍ଟ ହେଉଛି ଏବଂ ଗୁରୁତ୍ୱପୂର୍ଣ୍ଣ ବିଧେୟକ ବିନା ଆଲୋଚନାରେ ପାରିତ ହେଉଛି । xyxy=(915,765,1168,805)
chirantani-line: ତଳଲ ପବନ xyxy=(157,102,213,116)
masthead-quote-author: -ଶ୍ରୀମା xyxy=(842,64,879,78)
seema-body xyxy=(382,722,1168,1882)
sudoku-cell[interactable] xyxy=(165,1839,205,1878)
contact-line: ବି-୨୬, ଇଣ୍ଡଷ୍ଟ୍ରିଆଲ ଏଷ୍ଟେଟ, ଭୁବନେଶ୍ୱର-୭୫୧୦୧୦ xyxy=(1205,2181,1423,2192)
sudoku-instructions: ସୁ-ଡୋ-କୁ ଏକ ଅଙ୍କ ଖେଳ । ଏଥିରେ ଥିବା ଶୂନ୍ୟସ୍ଥାନ ଗୁଡ଼ିକୁ ୧ରୁ ୯ ପର୍ଯ୍ୟନ୍ତ ସଂଖ୍ୟା ଦ୍ୱାରା ପୂରଣ କରିବାକୁ ହେବ ଯେପରି ପ୍ରତି ଧାଡ଼ି, ସ୍ତମ୍ଭ ଓ ଛୋଟ ବାକ୍ସରେ କୌଣସି ସଂଖ୍ୟା ଦୁଇଥର ନ ଆସେ । xyxy=(8,2167,166,2243)
pachisha-title: ପଚିଶ ବର୍ଷ ତଳର ଧରିତ୍ରୀ...|୧୧ ଅଗଷ୍ଟ ୧୯୮୫ xyxy=(6,1532,356,1554)
sudoku-cell[interactable]: 5 xyxy=(205,1957,244,1996)
paragraph: ଜଳବାୟୁ ପରିବର୍ତ୍ତନ ଯୋଗୁଁ ଖରା, ମରୁଡ଼ି ଓ ବନ୍ୟା ଭଳି ପରିସ୍ଥିତିକୁ ସହିପାରୁଥିବା କିସମର ଆବଶ୍ୟକତା ବଢ଼ିଚାଲିଛି । ଜୈବ-ପ୍ରଯୁକ୍ତି ଏହି ସମସ୍ୟାର ସମାଧାନ ଦେଇପାରିବ । xyxy=(1188,321,1486,360)
pathaka-box xyxy=(380,1906,1494,2334)
solution-cell: 6 xyxy=(223,2259,239,2275)
solution-cell: 1 xyxy=(285,2167,300,2183)
sudoku-cell[interactable]: 5 xyxy=(165,1917,205,1957)
sudoku-header xyxy=(4,1730,366,1782)
paragraph: ରାଜନୈତିକ ଦଳଗୁଡ଼ିକ ଏହି ପ୍ରସଙ୍ଗରେ ଏକମତ ହୋଇ ଏକ ସୁସ୍ପଷ୍ଟ ନୀତି ପ୍ରଣୟନ କରିବା ଉଚିତ । ଦଳ ଭିତରେ ଭିନ୍ନ ଭିନ୍ନ ସ୍ୱର ଶୁଣାଗଲେ ତାହା ସୁରକ୍ଷା ବାହିନୀର ମନୋବଳ ଉପରେ ପ୍ରତିକୂଳ ପ୍ରଭାବ ପକାଇଥାଏ । xyxy=(648,277,902,330)
sudoku-cell[interactable] xyxy=(205,1839,244,1878)
solution-cell: 8 xyxy=(193,2229,208,2244)
solution-cell: 8 xyxy=(285,2275,300,2290)
sameeksha-label-2: ସମୀକ୍ଷା xyxy=(742,1354,900,1388)
solution-cell: 6 xyxy=(269,2290,285,2306)
solution-cell: 5 xyxy=(300,2198,316,2214)
sudoku-grid xyxy=(46,1798,402,2154)
paragraph: ଦଳର ଭିତରେ ବାରମ୍ବାର ଭିନ୍ନ ମତ ପ୍ରକାଶ ପାଇବା ଦ୍ୱାରା ଜନସାଧାରଣଙ୍କ ମନରେ ସନ୍ଦେହ ସୃଷ୍ଟି ହେଉଛି । ଏହା ଗଣତନ୍ତ୍ର ପାଇଁ ମଙ୍ଗଳଜନକ ନୁହେଁ । xyxy=(915,307,1168,346)
solution-cell: 5 xyxy=(254,2290,270,2306)
zilla-story-title: ବିର୍ଲା କା ଲଡ୍ଡୁ xyxy=(98,806,272,841)
solution-cell: 3 xyxy=(254,2213,270,2229)
paragraph: ବିରୋଧୀ ଦଳର ଅଭିଯୋଗ ଯେ ସରକାର ସେମାନଙ୍କ ପ୍ରଶ୍ନର ଉତ୍ତର ଦେବାକୁ ଏଡ଼ାଇ ଯାଉଛନ୍ତି । ଅନ୍ୟପକ୍ଷରେ ଶାସକ ଦଳ କହୁଛି ଯେ ବିରୋଧୀମାନେ ଜାଣିଶୁଣି ଗୃହ କାର୍ଯ୍ୟରେ ବାଧା ସୃଷ୍ଟି କରୁଛନ୍ତି । xyxy=(382,849,635,902)
zilla-diary-place: ବାଲେଶ୍ୱର xyxy=(12,734,210,781)
letter-right xyxy=(1138,1914,1488,2140)
paragraph: ଗୃହମନ୍ତ୍ରୀ ଏବଂ ଦଳର ବରିଷ୍ଠ ନେତାଙ୍କ ମଧ୍ୟରେ ଯେଉଁ ମତଭେଦ ଦେଖାଦେଇଛି ତାହା ଦୂର କରିବା ପାଇଁ ପ୍ରଧାନମନ୍ତ୍ରୀଙ୍କୁ ହସ୍ତକ୍ଷେପ କରିବାକୁ ପଡ଼ିବ । xyxy=(648,190,1106,360)
paragraph: ରାଜ୍ୟର ଲୋକମାନେ ଆଶା କରୁଛନ୍ତି ଯେ ଆଗାମୀ ଦିନରେ ଶିଳ୍ପ ପ୍ରତିଷ୍ଠା ହେବ ଏବଂ ଯୁବକମାନଙ୍କୁ ରୋଜଗାର ପାଇଁ ଅନ୍ୟ ରାଜ୍ୟକୁ ଯିବାକୁ ପଡ଼ିବ ନାହିଁ । xyxy=(8,399,364,425)
solution-cell: 6 xyxy=(254,2183,270,2198)
paragraph: ସୂଚନା ଅଧିକାର ଆଇନରେ ସଠିକ୍ ସମୟରେ ସୂଚନା ନ ଦେଇଥିବାରୁ ଜଣେ ଅଧିକାରୀଙ୍କୁ ସର୍ବୋଚ୍ଚ ଜରିମାନା କରାଯାଇଛି । ଏହା ଏକ ସ୍ୱାଗତଯୋଗ୍ୟ ପଦକ୍ଷେପ । ଏଥିରେ ଅନ୍ୟ ଅଧିକାରୀମାନେ ମଧ୍ୟ ସଚେତନ ହେବେ । xyxy=(762,1998,1122,2037)
